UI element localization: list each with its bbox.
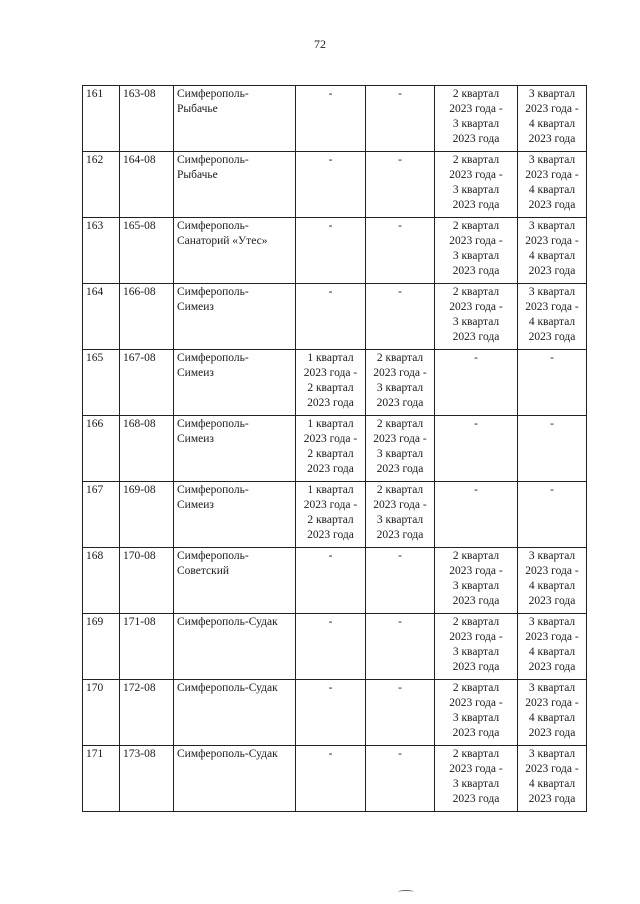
- route-name-cell: Симферополь- Советский: [174, 548, 296, 614]
- route-name-cell: Симферополь- Симеиз: [174, 284, 296, 350]
- period-3-cell: 2 квартал 2023 года - 3 квартал 2023 года: [435, 284, 518, 350]
- period-1-cell: -: [296, 614, 366, 680]
- row-number-cell: 166: [83, 416, 120, 482]
- route-code-cell: 167-08: [120, 350, 174, 416]
- period-2-cell: -: [366, 284, 435, 350]
- table-row: [83, 416, 587, 482]
- period-4-cell: 3 квартал 2023 года - 4 квартал 2023 года: [518, 746, 587, 812]
- route-code-cell: 168-08: [120, 416, 174, 482]
- period-1-cell: -: [296, 680, 366, 746]
- row-number-cell: 171: [83, 746, 120, 812]
- table-row: [83, 350, 587, 416]
- schedule-table: [82, 85, 587, 812]
- route-name-cell: Симферополь-Судак: [174, 614, 296, 680]
- period-2-cell: -: [366, 746, 435, 812]
- period-1-cell: 1 квартал 2023 года - 2 квартал 2023 года: [296, 350, 366, 416]
- row-number-cell: 167: [83, 482, 120, 548]
- row-number-cell: 165: [83, 350, 120, 416]
- period-4-cell: 3 квартал 2023 года - 4 квартал 2023 года: [518, 614, 587, 680]
- table-row: [83, 284, 587, 350]
- period-3-cell: -: [435, 350, 518, 416]
- route-code-cell: 173-08: [120, 746, 174, 812]
- route-code-cell: 166-08: [120, 284, 174, 350]
- table-row: [83, 746, 587, 812]
- period-3-cell: 2 квартал 2023 года - 3 квартал 2023 года: [435, 614, 518, 680]
- period-4-cell: 3 квартал 2023 года - 4 квартал 2023 года: [518, 548, 587, 614]
- period-3-cell: -: [435, 416, 518, 482]
- period-4-cell: -: [518, 350, 587, 416]
- route-name-cell: Симферополь- Симеиз: [174, 350, 296, 416]
- period-2-cell: -: [366, 86, 435, 152]
- route-name-cell: Симферополь- Симеиз: [174, 482, 296, 548]
- route-code-cell: 165-08: [120, 218, 174, 284]
- period-3-cell: 2 квартал 2023 года - 3 квартал 2023 года: [435, 680, 518, 746]
- period-3-cell: 2 квартал 2023 года - 3 квартал 2023 года: [435, 548, 518, 614]
- table-row: [83, 548, 587, 614]
- table-row: [83, 218, 587, 284]
- row-number-cell: 170: [83, 680, 120, 746]
- route-code-cell: 172-08: [120, 680, 174, 746]
- period-1-cell: 1 квартал 2023 года - 2 квартал 2023 года: [296, 482, 366, 548]
- period-3-cell: 2 квартал 2023 года - 3 квартал 2023 года: [435, 218, 518, 284]
- route-code-cell: 169-08: [120, 482, 174, 548]
- table-row: [83, 482, 587, 548]
- row-number-cell: 163: [83, 218, 120, 284]
- period-1-cell: -: [296, 218, 366, 284]
- schedule-table-body: [83, 86, 587, 812]
- period-4-cell: -: [518, 416, 587, 482]
- period-2-cell: 2 квартал 2023 года - 3 квартал 2023 года: [366, 482, 435, 548]
- period-2-cell: -: [366, 614, 435, 680]
- row-number-cell: 161: [83, 86, 120, 152]
- row-number-cell: 162: [83, 152, 120, 218]
- period-4-cell: 3 квартал 2023 года - 4 квартал 2023 года: [518, 152, 587, 218]
- signature-mark: [398, 890, 414, 894]
- period-2-cell: -: [366, 152, 435, 218]
- route-code-cell: 163-08: [120, 86, 174, 152]
- period-1-cell: -: [296, 746, 366, 812]
- table-row: [83, 680, 587, 746]
- period-4-cell: -: [518, 482, 587, 548]
- period-4-cell: 3 квартал 2023 года - 4 квартал 2023 года: [518, 680, 587, 746]
- period-1-cell: -: [296, 284, 366, 350]
- period-1-cell: -: [296, 548, 366, 614]
- route-name-cell: Симферополь- Рыбачье: [174, 152, 296, 218]
- route-name-cell: Симферополь- Симеиз: [174, 416, 296, 482]
- route-name-cell: Симферополь-Судак: [174, 746, 296, 812]
- period-4-cell: 3 квартал 2023 года - 4 квартал 2023 года: [518, 218, 587, 284]
- route-name-cell: Симферополь- Рыбачье: [174, 86, 296, 152]
- period-3-cell: 2 квартал 2023 года - 3 квартал 2023 года: [435, 86, 518, 152]
- period-2-cell: 2 квартал 2023 года - 3 квартал 2023 года: [366, 350, 435, 416]
- route-name-cell: Симферополь-Судак: [174, 680, 296, 746]
- row-number-cell: 164: [83, 284, 120, 350]
- period-3-cell: 2 квартал 2023 года - 3 квартал 2023 года: [435, 746, 518, 812]
- period-3-cell: -: [435, 482, 518, 548]
- table-row: [83, 614, 587, 680]
- period-3-cell: 2 квартал 2023 года - 3 квартал 2023 года: [435, 152, 518, 218]
- route-code-cell: 171-08: [120, 614, 174, 680]
- route-name-cell: Симферополь- Санаторий «Утес»: [174, 218, 296, 284]
- route-code-cell: 164-08: [120, 152, 174, 218]
- table-row: [83, 86, 587, 152]
- period-1-cell: -: [296, 86, 366, 152]
- row-number-cell: 168: [83, 548, 120, 614]
- route-code-cell: 170-08: [120, 548, 174, 614]
- row-number-cell: 169: [83, 614, 120, 680]
- period-2-cell: -: [366, 680, 435, 746]
- period-1-cell: 1 квартал 2023 года - 2 квартал 2023 года: [296, 416, 366, 482]
- period-2-cell: -: [366, 218, 435, 284]
- period-1-cell: -: [296, 152, 366, 218]
- table-row: [83, 152, 587, 218]
- period-2-cell: -: [366, 548, 435, 614]
- page-number: 72: [314, 37, 326, 51]
- period-4-cell: 3 квартал 2023 года - 4 квартал 2023 года: [518, 86, 587, 152]
- period-4-cell: 3 квартал 2023 года - 4 квартал 2023 года: [518, 284, 587, 350]
- period-2-cell: 2 квартал 2023 года - 3 квартал 2023 года: [366, 416, 435, 482]
